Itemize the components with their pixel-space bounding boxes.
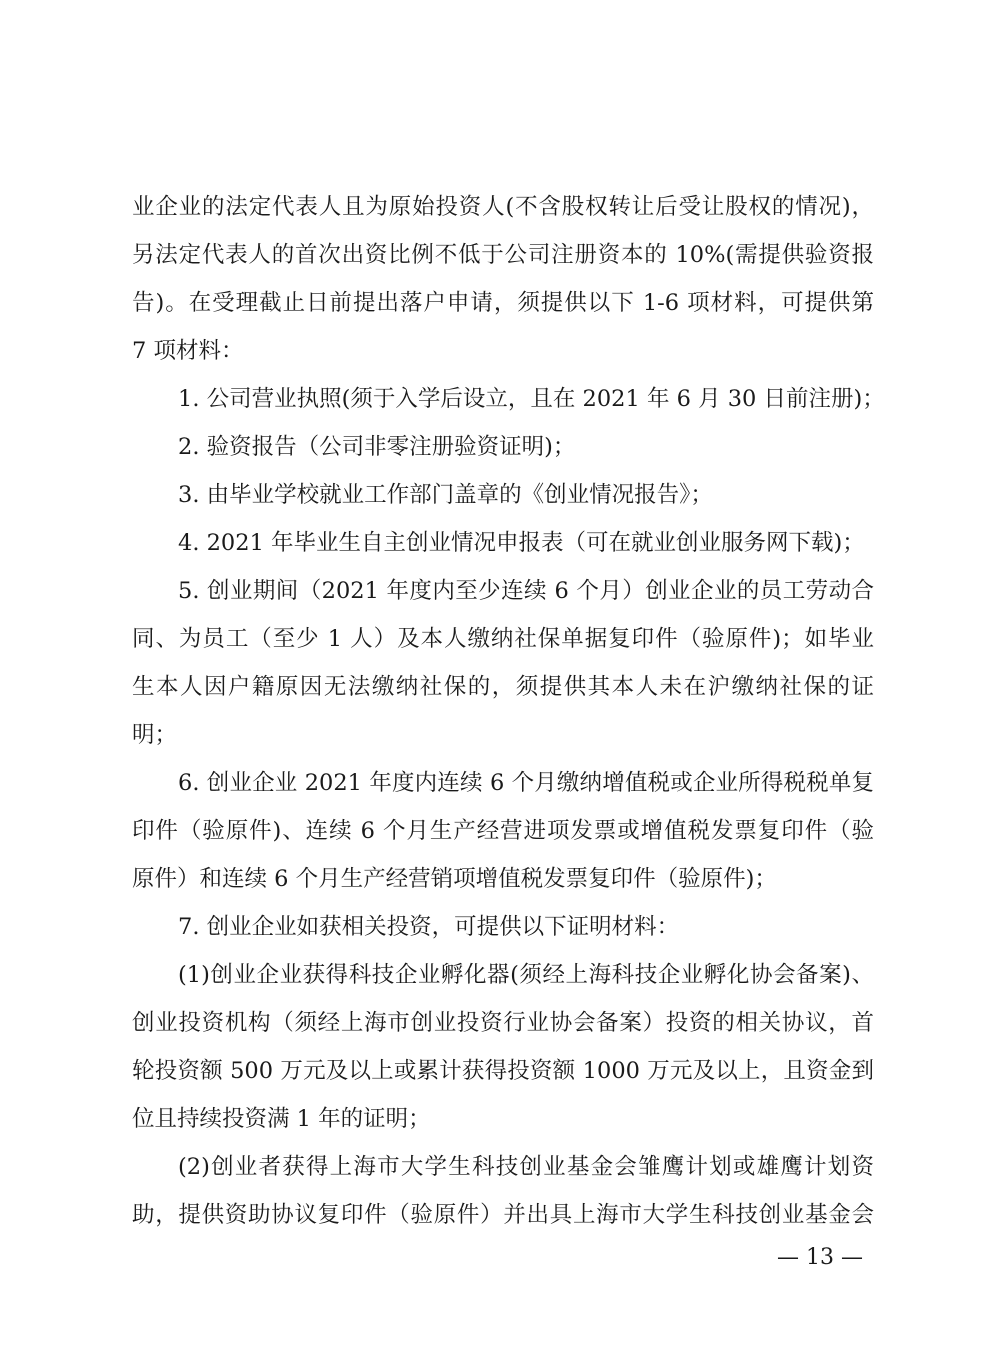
sub-item-2: (2)创业者获得上海市大学生科技创业基金会雏鹰计划或雄鹰计划资 [178,1154,874,1180]
list-item-7: 7. 创业企业如获相关投资，可提供以下证明材料： [178,914,680,940]
text-line: 7 项材料： [132,338,244,364]
list-item-1: 1. 公司营业执照(须于入学后设立，且在 2021 年 6 月 30 日前注册)； [178,386,885,412]
text-line: 生本人因户籍原因无法缴纳社保的，须提供其本人未在沪缴纳社保的证 [132,674,874,700]
list-item-5: 5. 创业期间（2021 年度内至少连续 6 个月）创业企业的员工劳动合 [178,578,874,604]
list-item-6: 6. 创业企业 2021 年度内连续 6 个月缴纳增值税或企业所得税税单复 [178,770,874,796]
text-line: 轮投资额 500 万元及以上或累计获得投资额 1000 万元及以上，且资金到 [132,1058,874,1084]
body-text [132,183,885,1239]
text-line: 同、为员工（至少 1 人）及本人缴纳社保单据复印件（验原件)；如毕业 [132,626,874,652]
text-line: 助，提供资助协议复印件（验原件）并出具上海市大学生科技创业基金会 [132,1202,874,1228]
text-line: 另法定代表人的首次出资比例不低于公司注册资本的 10%(需提供验资报 [132,242,874,268]
page-number: — 13 — [777,1245,863,1270]
text-line: 告)。在受理截止日前提出落户申请，须提供以下 1-6 项材料，可提供第 [132,290,874,316]
list-item-2: 2. 验资报告（公司非零注册验资证明)； [178,434,576,460]
text-line: 原件）和连续 6 个月生产经营销项增值税发票复印件（验原件)； [132,866,777,892]
text-line: 业企业的法定代表人且为原始投资人(不含股权转让后受让股权的情况)， [132,194,874,220]
text-line: 创业投资机构（须经上海市创业投资行业协会备案）投资的相关协议，首 [132,1010,874,1036]
list-item-3: 3. 由毕业学校就业工作部门盖章的《创业情况报告》； [178,482,713,508]
text-line: 明； [132,722,178,748]
sub-item-1: (1)创业企业获得科技企业孵化器(须经上海科技企业孵化协会备案)、 [178,962,874,988]
text-line: 位且持续投资满 1 年的证明； [132,1106,431,1132]
list-item-4: 4. 2021 年毕业生自主创业情况申报表（可在就业创业服务网下载)； [178,530,865,556]
text-line: 印件（验原件)、连续 6 个月生产经营进项发票或增值税发票复印件（验 [132,818,874,844]
